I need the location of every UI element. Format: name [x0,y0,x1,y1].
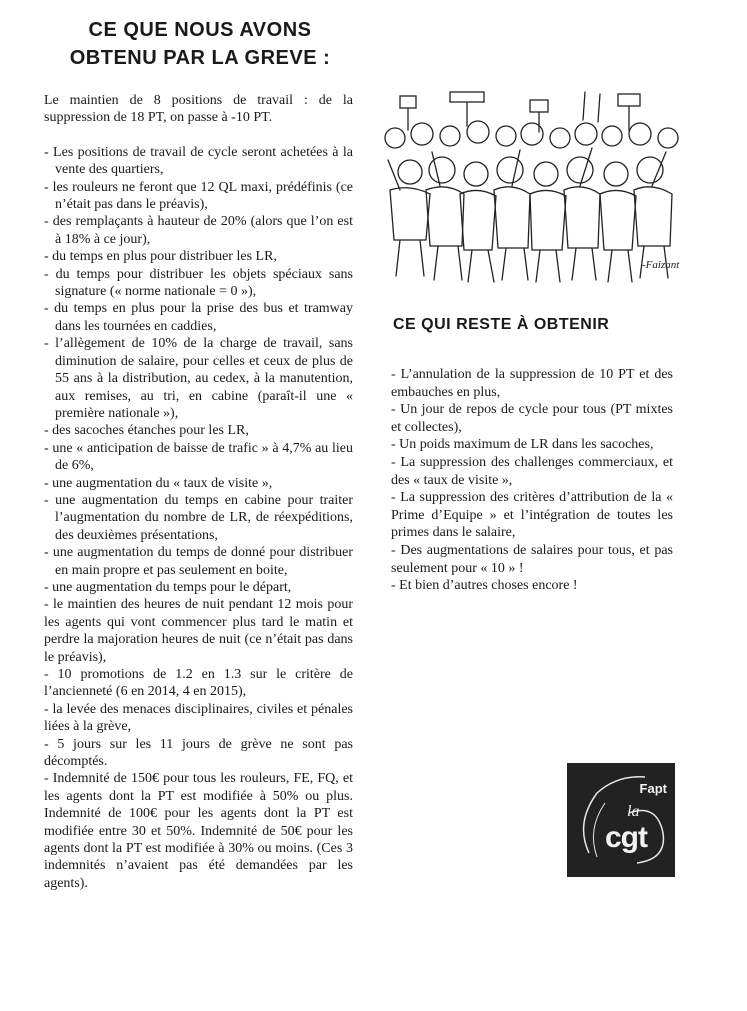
achievement-item: - du temps pour distribuer les objets spéciaux sans signature (« norme nationale = 0 »), [44,266,353,300]
cgt-fapt-logo [567,763,675,877]
crowd-of-protesters-icon [380,90,686,286]
achievement-item: - du temps en plus pour la prise des bus et tramway dans les tournées en caddies, [44,301,353,334]
protest-crowd-illustration [380,90,686,286]
main-title-line-2: OBTENU PAR LA GREVE : [69,47,331,69]
cartoon-signature: -Faizant [642,259,680,271]
achievement-item: - l’allègement de 10% de la charge de travail, sans diminution de salaire, pour celles et ceux de plus de 55 ans à la distribution, au cedex, à la manutention, aux remises, au tri, en cabine (paraît-il une « première nationale »), [44,336,353,421]
achievements-column [44,92,353,892]
achievement-item: - la levée des menaces disciplinaires, civiles et pénales liées à la grève, [44,701,353,735]
achievement-item: - une augmentation du « taux de visite », [44,475,273,491]
logo-cgt-text: cgt [605,821,647,854]
remaining-title: CE QUI RESTE À OBTENIR [393,316,610,333]
achievement-item: - des remplaçants à hauteur de 20% (alors que l’on est à 18% à ce jour), [44,214,353,247]
achievement-item: - Indemnité de 150€ pour tous les rouleurs, FE, FQ, et les agents dont la PT est modifiée à 50% ou plus. Indemnité de 100€ pour les agents dont la PT est modifiée entre 30 et 50%. Indemnité de 50€ pour les agents dont la PT est modifiée à 30% ou moins. (Ces 3 indemnités n’avaient pas été demandées par les agents). [44,771,353,891]
main-title [40,16,360,72]
remaining-column [391,366,673,595]
achievement-item: - une augmentation du temps en cabine pour traiter l’augmentation du nombre de LR, de réexpéditions, des deuxièmes présentations, [44,492,353,543]
achievements-list [44,144,353,892]
remaining-item: - La suppression des challenges commerciaux, et des « taux de visite », [391,454,673,488]
logo-la-text: la [627,803,640,820]
remaining-item: - Un poids maximum de LR dans les sacoches, [391,437,654,453]
remaining-item: - Des augmentations de salaires pour tous, et pas seulement pour « 10 » ! [391,542,673,576]
achievements-intro: Le maintien de 8 positions de travail : de la suppression de 18 PT, on passe à -10 PT. [44,93,353,126]
achievement-item: - une « anticipation de baisse de trafic » à 4,7% au lieu de 6%, [44,440,353,474]
remaining-item: - La suppression des critères d’attribution de la « Prime d’Equipe » et l’intégration de toutes les primes dans le salaire, [391,490,673,541]
achievement-item: - 5 jours sur les 11 jours de grève ne sont pas décomptés. [44,736,353,770]
remaining-item: - Un jour de repos de cycle pour tous (PT mixtes et collectes), [391,402,673,435]
achievement-item: - Les positions de travail de cycle seront achetées à la vente des quartiers, [44,144,353,178]
achievement-item: - le maintien des heures de nuit pendant 12 mois pour les agents qui vont commencer plus tard le matin et perdre la majoration heures de nuit (ce n’était pas dans le préavis), [44,597,353,665]
remaining-list [391,366,673,595]
achievement-item: - une augmentation du temps pour le départ, [44,579,292,595]
main-title-line-1: CE QUE NOUS AVONS [88,19,312,41]
achievement-item: - des sacoches étanches pour les LR, [44,423,249,439]
achievement-item: - une augmentation du temps de donné pour distribuer en main propre et pas seulement en boite, [44,545,353,578]
achievement-item: - du temps en plus pour distribuer les LR, [44,249,277,265]
remaining-item: - Et bien d’autres choses encore ! [391,578,578,594]
logo-fapt-text: Fapt [639,781,667,796]
remaining-item: - L’annulation de la suppression de 10 PT et des embauches en plus, [391,367,673,400]
achievement-item: - 10 promotions de 1.2 en 1.3 sur le critère de l’ancienneté (6 en 2014, 4 en 2015), [44,667,353,700]
achievement-item: - les rouleurs ne feront que 12 QL maxi, prédéfinis (ce n’était pas dans le préavis), [44,179,353,213]
